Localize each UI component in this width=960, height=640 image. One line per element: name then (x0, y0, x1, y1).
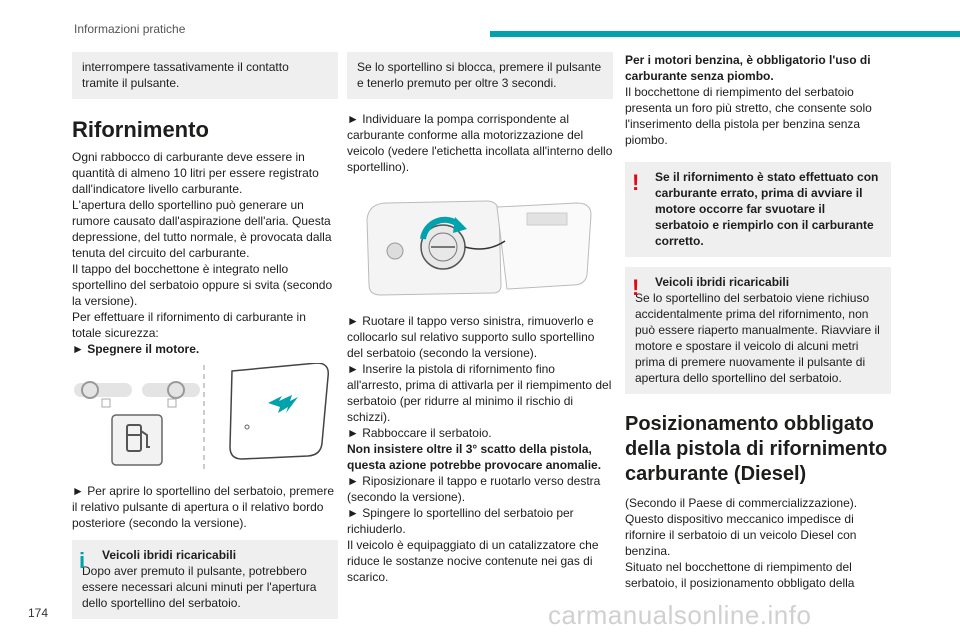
page-number: 174 (28, 606, 49, 620)
petrol-filler-text: Il bocchettone di riempimento del serbatoio presenta un foro più stretto, che consente solo l'inserimento della pistola per benzina senza piombo. (625, 85, 872, 147)
petrol-unleaded-bold: Per i motori benzina, è obbligatorio l'uso di carburante senza piombo. (625, 53, 871, 83)
steering-wheel-icon (74, 382, 132, 407)
column-2 (347, 52, 613, 585)
step-find-pump: ► Individuare la pompa corrispondente al carburante conforme alla motorizzazione del veicolo (vedere l'etichetta incollata all'interno dello sportellino). (347, 112, 613, 174)
info-note-title: Veicoli ibridi ricaricabili (102, 548, 237, 562)
fuel-flap-illustration (72, 363, 338, 473)
column-3 (625, 52, 891, 591)
header-accent-bar (490, 31, 960, 37)
exclamation-icon: ! (632, 275, 640, 300)
paragraph: (Secondo il Paese di commercializzazione). (625, 496, 858, 510)
step-fill-tank: ► Rabboccare il serbatoio. (347, 426, 492, 440)
step-insert-nozzle: ► Inserire la pistola di rifornimento fino all'arresto, prima di attivarla per il riempimento del serbatoio (per ridurre al minimo il rischio di schizzi). (347, 362, 612, 424)
fuel-door-button (112, 415, 162, 465)
alert-hybrid-text: Se lo sportellino del serbatoio viene richiuso accidentalmente prima del rifornimento, non può essere riaperto manualmente. Riavviare il motore e spostare il veicolo di alcuni metri prima di premere nuovamente il pulsante di apertura dello sportellino del serbatoio. (635, 291, 880, 385)
step-open-flap: ► Per aprire lo sportellino del serbatoio, premere il relativo pulsante di apertura o il relativo bordo posteriore (secondo la versione). (72, 484, 335, 530)
paragraph: Il tappo del bocchettone è integrato nello sportellino del serbatoio oppure si svita (secondo la versione). (72, 262, 333, 308)
info-note-hybrid (72, 540, 338, 619)
paragraph: Situato nel bocchettone di riempimento del serbatoio, il posizionamento obbligato della (625, 560, 855, 590)
step-engine-off: ► Spegnere il motore. (72, 342, 200, 356)
step-close-flap: ► Spingere lo sportellino del serbatoio per richiuderlo. (347, 506, 574, 536)
info-note-text: Dopo aver premuto il pulsante, potrebbero essere necessari alcuni minuti per l'apertura dello sportellino del serbatoio. (82, 564, 317, 610)
steering-wheel-icon (142, 382, 200, 407)
fuel-cap-illustration (347, 189, 613, 307)
header-section-label: Informazioni pratiche (74, 22, 186, 36)
paragraph: Questo dispositivo meccanico impedisce di rifornire il serbatoio di un veicolo Diesel con benzina. (625, 512, 857, 558)
paragraph: Ogni rabbocco di carburante deve essere in quantità di almeno 10 litri per essere registrato dall'indicatore livello carburante. (72, 150, 319, 196)
step-refit-cap: ► Riposizionare il tappo e ruotarlo verso destra (secondo la versione). (347, 474, 601, 504)
diesel-heading: Posizionamento obbligato della pistola di rifornimento carburante (Diesel) (625, 413, 888, 485)
warning-third-click: Non insistere oltre il 3° scatto della pistola, questa azione potrebbe provocare anomalie. (347, 442, 602, 472)
catalyst-text: Il veicolo è equipaggiato di un catalizzatore che riduce le sostanze nocive contenute nei gas di scarico. (347, 538, 599, 584)
step-remove-cap: ► Ruotare il tappo verso sinistra, rimuoverlo e collocarlo sul relativo supporto sullo sportellino del serbatoio (secondo la versione). (347, 314, 595, 360)
continued-note-box: interrompere tassativamente il contatto tramite il pulsante. (72, 52, 338, 99)
alert-hybrid-title: Veicoli ibridi ricaricabili (655, 275, 790, 289)
alert-wrong-fuel (625, 162, 891, 257)
exclamation-icon: ! (632, 170, 640, 195)
info-icon: i (79, 548, 86, 573)
alert-hybrid (625, 267, 891, 394)
paragraph: Per effettuare il rifornimento di carburante in totale sicurezza: (72, 310, 306, 340)
watermark: carmanualsonline.info (548, 600, 812, 630)
paragraph: L'apertura dello sportellino può generare un rumore causato dall'aspirazione dell'aria. Questa depressione, del tutto normale, è provocata dalla tenuta del circuito del carburante. (72, 198, 332, 260)
blocked-flap-box: Se lo sportellino si blocca, premere il pulsante e tenerlo premuto per oltre 3 secondi. (347, 52, 613, 99)
alert-wrong-fuel-text: Se il rifornimento è stato effettuato con carburante errato, prima di avviare il motore occorre far svuotare il serbatoio e riempirlo con il carburante corretto. (655, 170, 879, 248)
column-1 (72, 52, 338, 619)
section-title: Rifornimento (72, 117, 209, 142)
